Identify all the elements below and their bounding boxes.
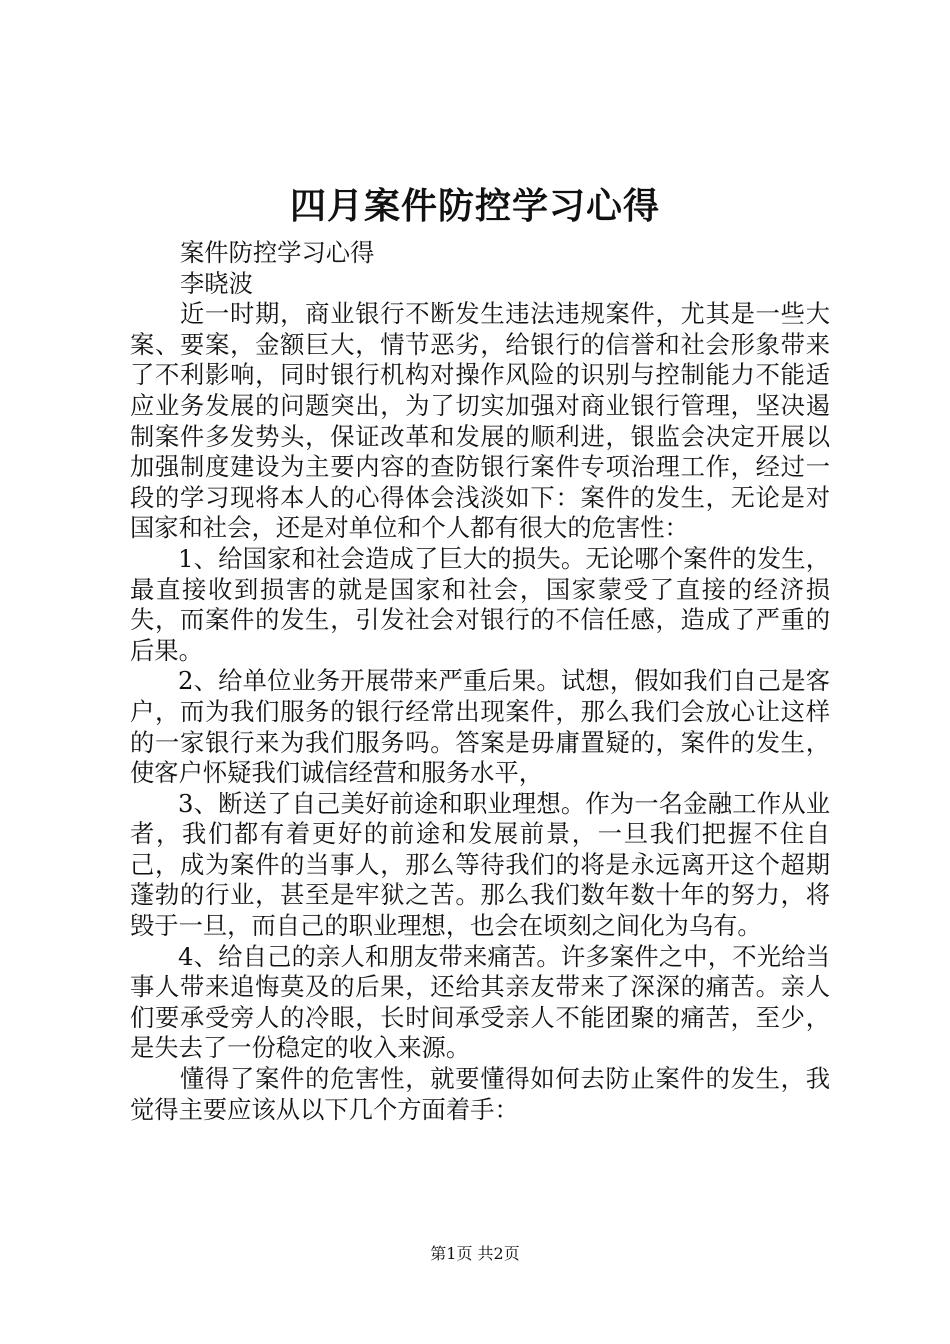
document-subtitle: 案件防控学习心得	[180, 238, 375, 267]
document-title: 四月案件防控学习心得	[289, 186, 660, 227]
paragraph-point-2: 2、给单位业务开展带来严重后果。试想，假如我们自己是客户，而为我们服务的银行经常出现案件，那么我们会放心让这样的一家银行来为我们服务吗。答案是毋庸置疑的，案件的发生，使客户怀疑我们诚信经营和服务水平，	[130, 666, 830, 788]
paragraph-intro: 近一时期，商业银行不断发生违法违规案件，尤其是一些大案、要案，金额巨大，情节恶劣，给银行的信誉和社会形象带来了不利影响，同时银行机构对操作风险的识别与控制能力不能适应业务发展的问题突出，为了切实加强对商业银行管理，坚决遏制案件多发势头，保证改革和发展的顺利进，银监会决定开展以加强制度建设为主要内容的查防银行案件专项治理工作，经过一段的学习现将本人的心得体会浅淡如下：案件的发生，无论是对国家和社会，还是对单位和个人都有很大的危害性：	[130, 299, 830, 543]
paragraph-point-4: 4、给自己的亲人和朋友带来痛苦。许多案件之中，不光给当事人带来追悔莫及的后果，还给其亲友带来了深深的痛苦。亲人们要承受旁人的冷眼，长时间承受亲人不能团聚的痛苦，至少，是失去了一份稳定的收入来源。	[130, 941, 830, 1063]
document-author: 李晓波	[180, 268, 253, 298]
paragraph-conclusion: 懂得了案件的危害性，就要懂得如何去防止案件的发生，我觉得主要应该从以下几个方面着手：	[130, 1064, 830, 1124]
page-number-footer: 第1页 共2页	[430, 1244, 520, 1263]
paragraph-point-1: 1、给国家和社会造成了巨大的损失。无论哪个案件的发生，最直接收到损害的就是国家和社会，国家蒙受了直接的经济损失，而案件的发生，引发社会对银行的不信任感，造成了严重的后果。	[130, 543, 830, 665]
paragraph-point-3: 3、断送了自己美好前途和职业理想。作为一名金融工作从业者，我们都有着更好的前途和发展前景，一旦我们把握不住自己，成为案件的当事人，那么等待我们的将是永远离开这个超期蓬勃的行业，甚至是牢狱之苦。那么我们数年数十年的努力，将毁于一旦，而自己的职业理想，也会在顷刻之间化为乌有。	[130, 788, 830, 941]
document-body	[130, 238, 830, 1125]
